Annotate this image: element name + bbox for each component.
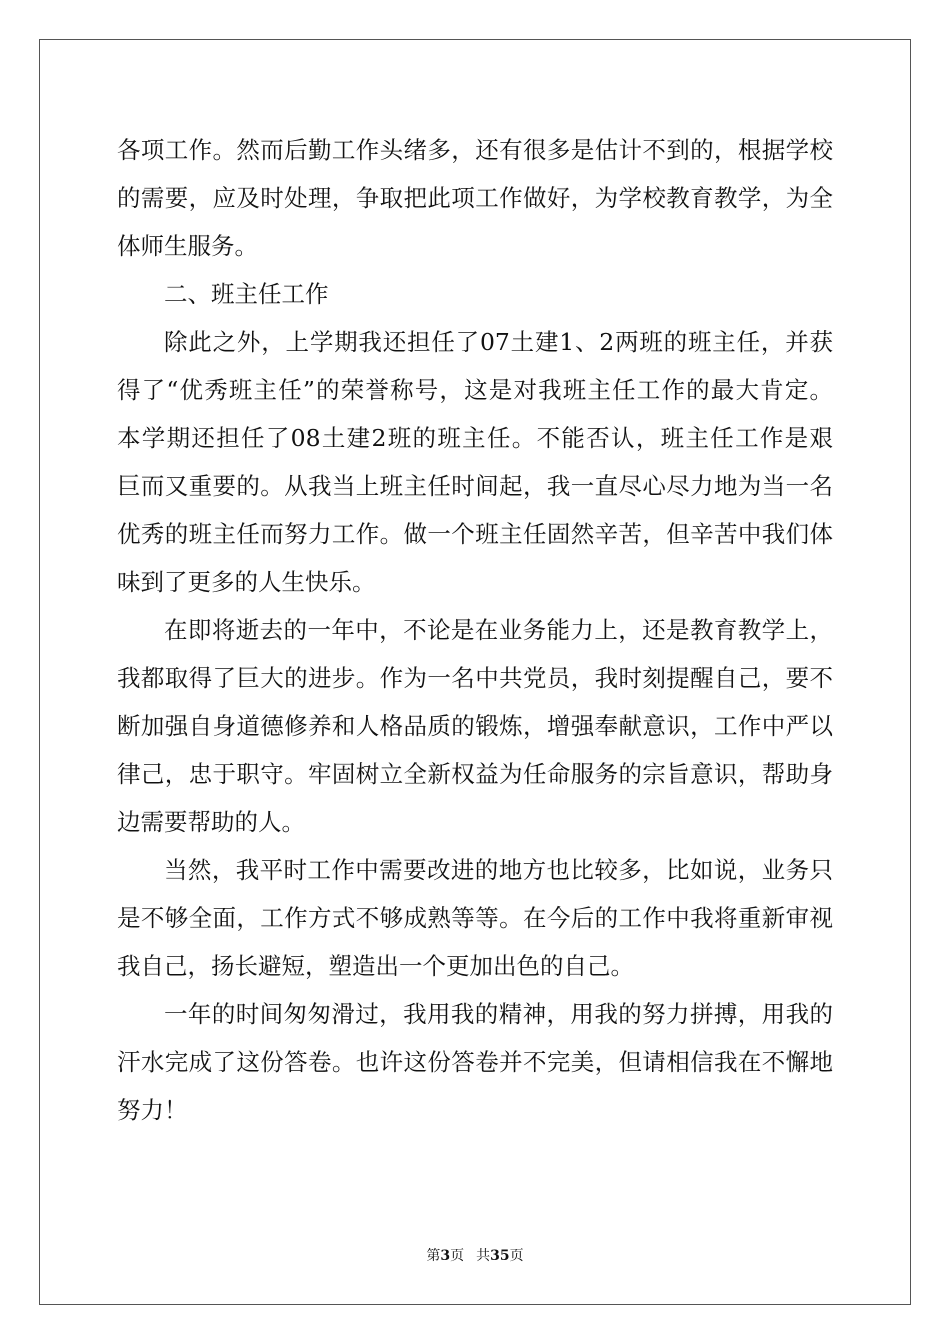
page-total: 35 xyxy=(490,1248,510,1264)
text-line: 巨而又重要的。从我当上班主任时间起，我一直尽心尽力地为当一名 xyxy=(117,472,833,500)
page-suffix: 页 xyxy=(450,1248,465,1264)
text-line: 我自己，扬长避短，塑造出一个更加出色的自己。 xyxy=(117,952,634,980)
text-line: 二、班主任工作 xyxy=(164,280,329,308)
text-line: 当然，我平时工作中需要改进的地方也比较多，比如说，业务只 xyxy=(164,856,833,884)
text-line: 是不够全面，工作方式不够成熟等等。在今后的工作中我将重新审视 xyxy=(117,904,833,932)
text-line: 一年的时间匆匆滑过，我用我的精神，用我的努力拼搏，用我的 xyxy=(164,1000,833,1028)
document-body xyxy=(117,126,833,1134)
page-current: 3 xyxy=(440,1248,451,1264)
text-line: 优秀的班主任而努力工作。做一个班主任固然辛苦，但辛苦中我们体 xyxy=(117,520,833,548)
text-line: 边需要帮助的人。 xyxy=(117,808,305,836)
text-line: 体师生服务。 xyxy=(117,232,258,260)
text-line: 的需要，应及时处理，争取把此项工作做好，为学校教育教学，为全 xyxy=(117,184,833,212)
page-footer xyxy=(0,1246,950,1266)
text-line: 我都取得了巨大的进步。作为一名中共党员，我时刻提醒自己，要不 xyxy=(117,664,833,692)
text-line: 汗水完成了这份答卷。也许这份答卷并不完美，但请相信我在不懈地 xyxy=(117,1048,833,1076)
page-prefix: 第 xyxy=(426,1248,441,1264)
text-line: 各项工作。然而后勤工作头绪多，还有很多是估计不到的，根据学校 xyxy=(117,136,833,164)
total-suffix: 页 xyxy=(509,1248,524,1264)
text-line: 味到了更多的人生快乐。 xyxy=(117,568,376,596)
text-line: 律己，忠于职守。牢固树立全新权益为任命服务的宗旨意识，帮助身 xyxy=(117,760,833,788)
text-line: 在即将逝去的一年中，不论是在业务能力上，还是教育教学上， xyxy=(164,616,833,644)
text-line: 得了“优秀班主任”的荣誉称号，这是对我班主任工作的最大肯定。 xyxy=(117,376,833,404)
text-line: 除此之外，上学期我还担任了07土建1、2两班的班主任，并获 xyxy=(164,328,833,356)
text-line: 本学期还担任了08土建2班的班主任。不能否认，班主任工作是艰 xyxy=(117,424,833,452)
text-line: 努力！ xyxy=(117,1096,188,1124)
text-line: 断加强自身道德修养和人格品质的锻炼，增强奉献意识，工作中严以 xyxy=(117,712,833,740)
total-prefix: 共 xyxy=(476,1248,491,1264)
